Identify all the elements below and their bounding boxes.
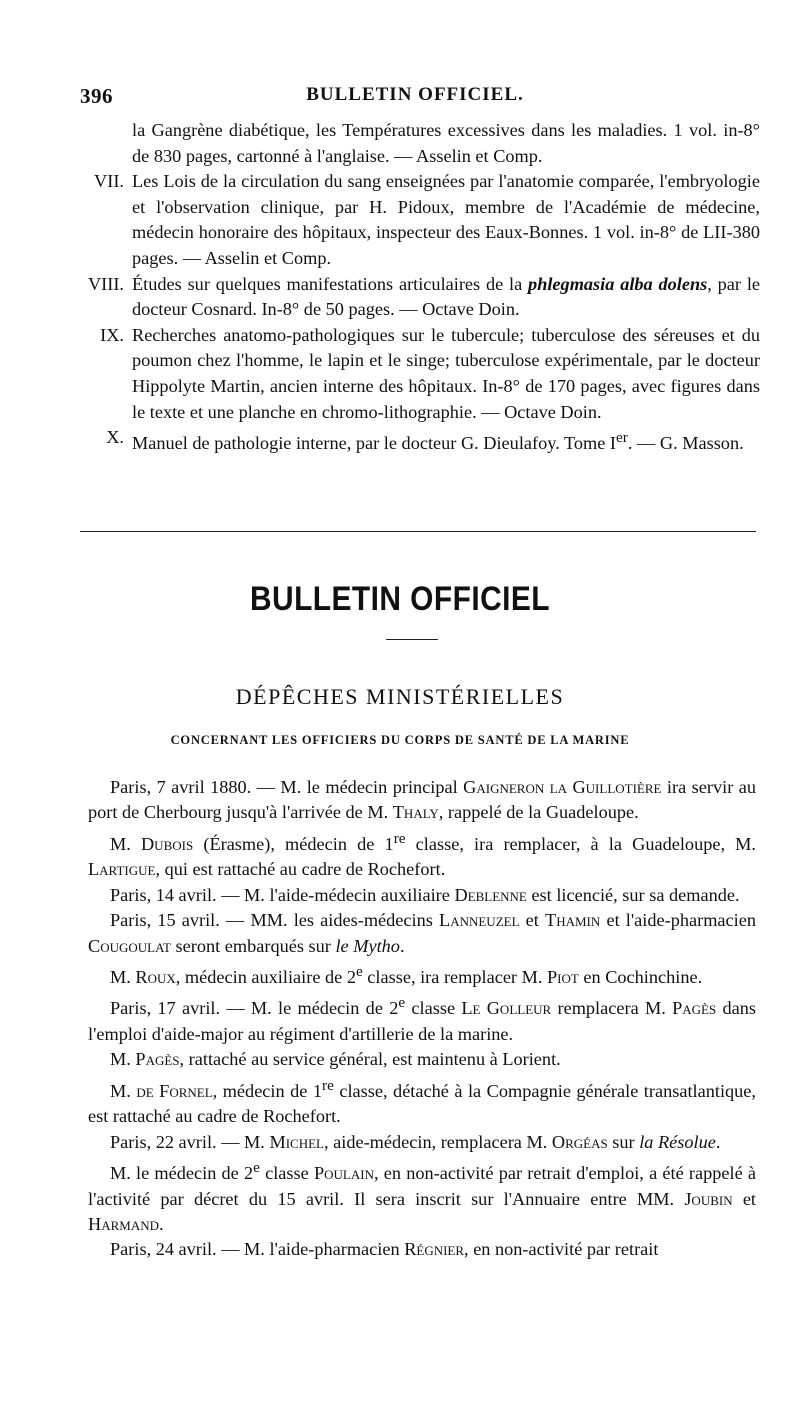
italic-term: phlegmasia alba dolens — [528, 273, 708, 294]
person-name: Pagès — [672, 998, 717, 1019]
paragraph — [88, 908, 756, 959]
superscript: re — [393, 829, 406, 847]
page-number: 396 — [80, 84, 113, 108]
text-run: dans l'emploi d'aide-major au régiment d'artillerie de la marine. — [88, 998, 756, 1044]
person-name: Régnier — [404, 1239, 465, 1260]
text-run: seront embarqués sur — [170, 935, 336, 956]
subsection-title: DÉPÊCHES MINISTÉRIELLES — [235, 684, 565, 709]
title-rule — [386, 639, 438, 640]
person-name: Lartigue — [88, 859, 156, 880]
paragraph — [88, 1047, 756, 1072]
text-run: , qui est rattaché au cadre de Rochefort. — [155, 859, 446, 880]
person-name: Deblenne — [454, 884, 527, 905]
text-run: Paris, 14 avril. — M. l'aide-médecin auxiliaire — [110, 884, 455, 905]
person-name: Roux — [135, 967, 176, 988]
paragraph — [88, 883, 756, 908]
text-run: , médecin auxiliaire de 2 — [175, 967, 356, 988]
person-name: Cougoulat — [88, 935, 171, 956]
text-run: Paris, 17 avril. — M. le médecin de 2 — [110, 998, 399, 1019]
text-run: remplacera M. — [551, 998, 673, 1019]
text-run: M. le médecin de 2 — [110, 1163, 254, 1184]
ship-name: la Résolue — [639, 1131, 716, 1152]
superscript: e — [355, 962, 363, 980]
person-name: Joubin — [684, 1188, 733, 1209]
list-item-text: Les Lois de la circulation du sang enseignées par l'anatomie comparée, l'embryologie et l'observation clinique, par H. Pidoux, membre de l'Académie de médecine, médecin honoraire des hôpitaux, inspecteur des Eaux-Bonnes. 1 vol. in-8° de LII-380 pages. — Asselin et Comp. — [132, 171, 760, 268]
superscript: re — [322, 1076, 334, 1094]
running-head — [80, 84, 750, 110]
list-item — [80, 118, 760, 169]
person-name: Harmand — [88, 1213, 159, 1234]
paragraph — [88, 826, 756, 883]
section-divider — [80, 531, 756, 532]
text-run: classe — [405, 998, 462, 1019]
person-name: de Fornel — [136, 1080, 213, 1101]
text-run: , aide-médecin, remplacera M. — [323, 1131, 552, 1152]
text-run: Paris, 24 avril. — M. l'aide-pharmacien — [110, 1239, 405, 1260]
text-run: et — [519, 910, 546, 931]
person-name: Michel — [269, 1131, 324, 1152]
list-item — [80, 272, 760, 323]
superscript: er — [616, 429, 628, 447]
list-item-text: Manuel de pathologie interne, par le docteur G. Dieulafoy. Tome I — [132, 433, 617, 454]
text-run: classe, détaché à la Compagnie générale transatlantique, est rattaché au cadre de Rochefort. — [88, 1080, 756, 1127]
text-run: classe — [259, 1163, 314, 1184]
paragraph — [88, 1130, 756, 1155]
list-item-number: X. — [106, 427, 124, 448]
text-run: et — [732, 1188, 757, 1209]
person-name: Pagès — [135, 1049, 180, 1070]
text-run: M. — [110, 1049, 136, 1070]
person-name: Le Golleur — [461, 998, 552, 1019]
list-item — [80, 169, 760, 271]
dispatches-body — [88, 775, 756, 1263]
text-run: en Cochinchine. — [578, 967, 703, 988]
paragraph — [88, 1237, 756, 1262]
subheading: CONCERNANT LES OFFICIERS DU CORPS DE SANTÉ DE LA MARINE — [170, 733, 630, 747]
ship-name: le Mytho — [335, 935, 400, 956]
text-run: (Érasme), médecin de 1 — [193, 833, 394, 854]
paragraph — [88, 959, 756, 991]
text-run: sur — [607, 1131, 640, 1152]
text-run: , médecin de 1 — [212, 1080, 323, 1101]
text-run: et l'aide-pharmacien — [600, 910, 756, 931]
person-name: Thamin — [545, 910, 601, 931]
text-run: ira servir au port de Cherbourg jusqu'à l'arrivée de M. — [88, 777, 756, 823]
text-run: . — [159, 1213, 164, 1234]
text-run: Paris, 15 avril. — MM. les aides-médecins — [110, 910, 440, 931]
publication-list — [80, 118, 760, 457]
paragraph — [88, 775, 756, 826]
person-name: Piot — [546, 967, 579, 988]
list-item-text: Études sur quelques manifestations articulaires de la — [132, 273, 529, 294]
list-item-number: IX. — [100, 324, 124, 345]
superscript: e — [398, 994, 406, 1012]
paragraph — [88, 990, 756, 1047]
person-name: Dubois — [140, 833, 194, 854]
person-name: Lanneuzel — [439, 910, 520, 931]
superscript: e — [253, 1159, 260, 1177]
text-run: classe, ira remplacer, à la Guadeloupe, M. — [405, 833, 757, 854]
text-run: M. — [110, 1080, 137, 1101]
text-run: M. — [110, 967, 136, 988]
list-item-text: Recherches anatomo-pathologiques sur le tubercule; tuberculose des séreuses et du poumon chez l'homme, le lapin et le singe; tuberculose expérimentale, par le docteur Hippolyte Martin, ancien interne des hôpitaux. In-8° de 170 pages, avec figures dans le texte et une planche en chromo-lithographie. — Octave Doin. — [132, 324, 760, 422]
text-run: , en non-activité par retrait d'emploi, a été rappelé à l'activité par décret du 15 avril. Il sera inscrit sur l'Annuaire entre MM. — [88, 1163, 756, 1209]
text-run: Paris, 7 avril 1880. — M. le médecin principal — [110, 777, 464, 797]
person-name: Orgéas — [551, 1131, 608, 1152]
section-title: BULLETIN OFFICIEL — [249, 580, 550, 618]
list-item-text: la Gangrène diabétique, les Températures excessives dans les maladies. 1 vol. in-8° de 830 pages, cartonné à l'anglaise. — Asselin et Comp. — [132, 120, 760, 166]
text-run: , rattaché au service général, est maintenu à Lorient. — [179, 1049, 561, 1070]
text-run: . — [399, 935, 405, 956]
text-run: Paris, 22 avril. — M. — [110, 1131, 270, 1152]
list-item — [80, 323, 760, 425]
text-run: , en non-activité par retrait — [464, 1239, 659, 1260]
list-item-text: , par le docteur Cosnard. In-8° de 50 pages. — Octave Doin. — [132, 273, 761, 320]
person-name: Gaigneron la Guillotière — [463, 777, 662, 797]
running-title: BULLETIN OFFICIEL. — [306, 84, 524, 105]
paragraph — [88, 1073, 756, 1130]
text-run: est licencié, sur sa demande. — [526, 884, 740, 905]
person-name: Poulain — [313, 1163, 374, 1184]
person-name: Thaly — [392, 802, 439, 823]
list-item-number: VII. — [94, 171, 124, 192]
text-run: M. — [110, 833, 141, 854]
text-run: , rappelé de la Guadeloupe. — [438, 802, 639, 823]
text-run: classe, ira remplacer M. — [362, 967, 547, 988]
paragraph — [88, 1155, 756, 1237]
list-item-number: VIII. — [87, 273, 124, 294]
list-item — [80, 425, 760, 457]
list-item-text: . — G. Masson. — [627, 433, 744, 454]
text-run: . — [715, 1131, 721, 1152]
